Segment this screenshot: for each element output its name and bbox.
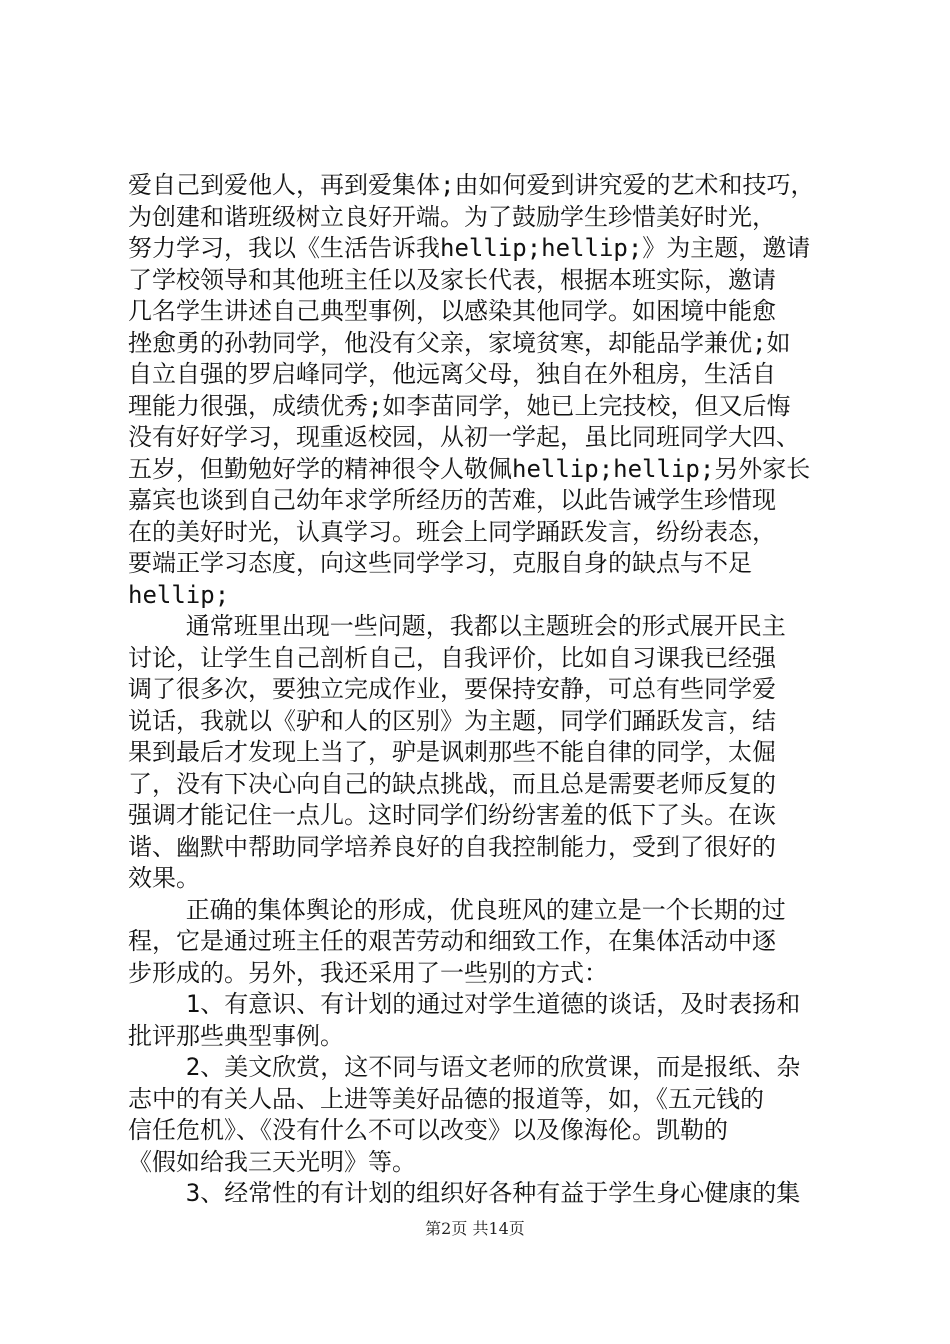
document-body [128,170,838,1210]
text-line: 信任危机》、《没有什么不可以改变》以及像海伦。凯勒的 [128,1116,728,1144]
text-line: 效果。 [128,864,200,892]
text-line: 果到最后才发现上当了，驴是讽刺那些不能自律的同学，太倔 [128,738,776,766]
text-line: 调了很多次，要独立完成作业，要保持安静，可总有些同学爱 [128,675,776,703]
text-line: 挫愈勇的孙勃同学，他没有父亲，家境贫寒，却能品学兼优;如 [128,328,791,357]
text-line: 几名学生讲述自己典型事例，以感染其他同学。如困境中能愈 [128,297,776,325]
text-line: 爱自己到爱他人，再到爱集体;由如何爱到讲究爱的艺术和技巧， [128,171,815,199]
text-line: 3、经常性的有计划的组织好各种有益于学生身心健康的集 [128,1179,801,1207]
page-number-footer: 第2页 共14页 [425,1219,525,1238]
text-line: 讨论，让学生自己剖析自己，自我评价，比如自习课我已经强 [128,643,776,672]
text-line: 通常班里出现一些问题，我都以主题班会的形式展开民主 [128,612,786,640]
text-line: 强调才能记住一点儿。这时同学们纷纷害羞的低下了头。在诙 [128,801,776,829]
text-line: 自立自强的罗启峰同学，他远离父母，独自在外租房，生活自 [128,360,776,388]
text-line: 程，它是通过班主任的艰苦劳动和细致工作，在集体活动中逐 [128,927,776,955]
text-line: 嘉宾也谈到自己幼年求学所经历的苦难，以此告诫学生珍惜现 [128,486,776,514]
text-line: 《假如给我三天光明》等。 [128,1147,416,1176]
text-line: 谐、幽默中帮助同学培养良好的自我控制能力，受到了很好的 [128,832,776,861]
text-line: 步形成的。另外，我还采用了一些别的方式： [128,958,608,987]
text-line: 在的美好时光，认真学习。班会上同学踊跃发言，纷纷表态， [128,517,776,546]
text-line: 批评那些典型事例。 [128,1021,344,1050]
text-line: hellip; [128,580,230,609]
text-line: 志中的有关人品、上进等美好品德的报道等，如，《五元钱的 [128,1084,764,1113]
text-line: 了，没有下决心向自己的缺点挑战，而且总是需要老师反复的 [128,769,776,798]
text-line: 理能力很强，成绩优秀;如李苗同学，她已上完技校，但又后悔 [128,391,791,420]
text-line: 没有好好学习，现重返校园，从初一学起，虽比同班同学大四、 [128,423,800,451]
text-line: 1、有意识、有计划的通过对学生道德的谈话，及时表扬和 [128,990,801,1018]
text-line: 2、美文欣赏，这不同与语文老师的欣赏课，而是报纸、杂 [128,1053,801,1081]
text-line: 努力学习，我以《生活告诉我hellip;hellip;》为主题，邀请 [128,234,811,262]
text-line: 正确的集体舆论的形成，优良班风的建立是一个长期的过 [128,895,786,924]
text-line: 了学校领导和其他班主任以及家长代表，根据本班实际，邀请 [128,265,776,294]
text-line: 说话，我就以《驴和人的区别》为主题，同学们踊跃发言，结 [128,706,776,735]
text-line: 为创建和谐班级树立良好开端。为了鼓励学生珍惜美好时光， [128,202,776,231]
text-line: 五岁，但勤勉好学的精神很令人敬佩hellip;hellip;另外家长 [128,454,811,483]
text-line: 要端正学习态度，向这些同学学习，克服自身的缺点与不足 [128,549,752,577]
